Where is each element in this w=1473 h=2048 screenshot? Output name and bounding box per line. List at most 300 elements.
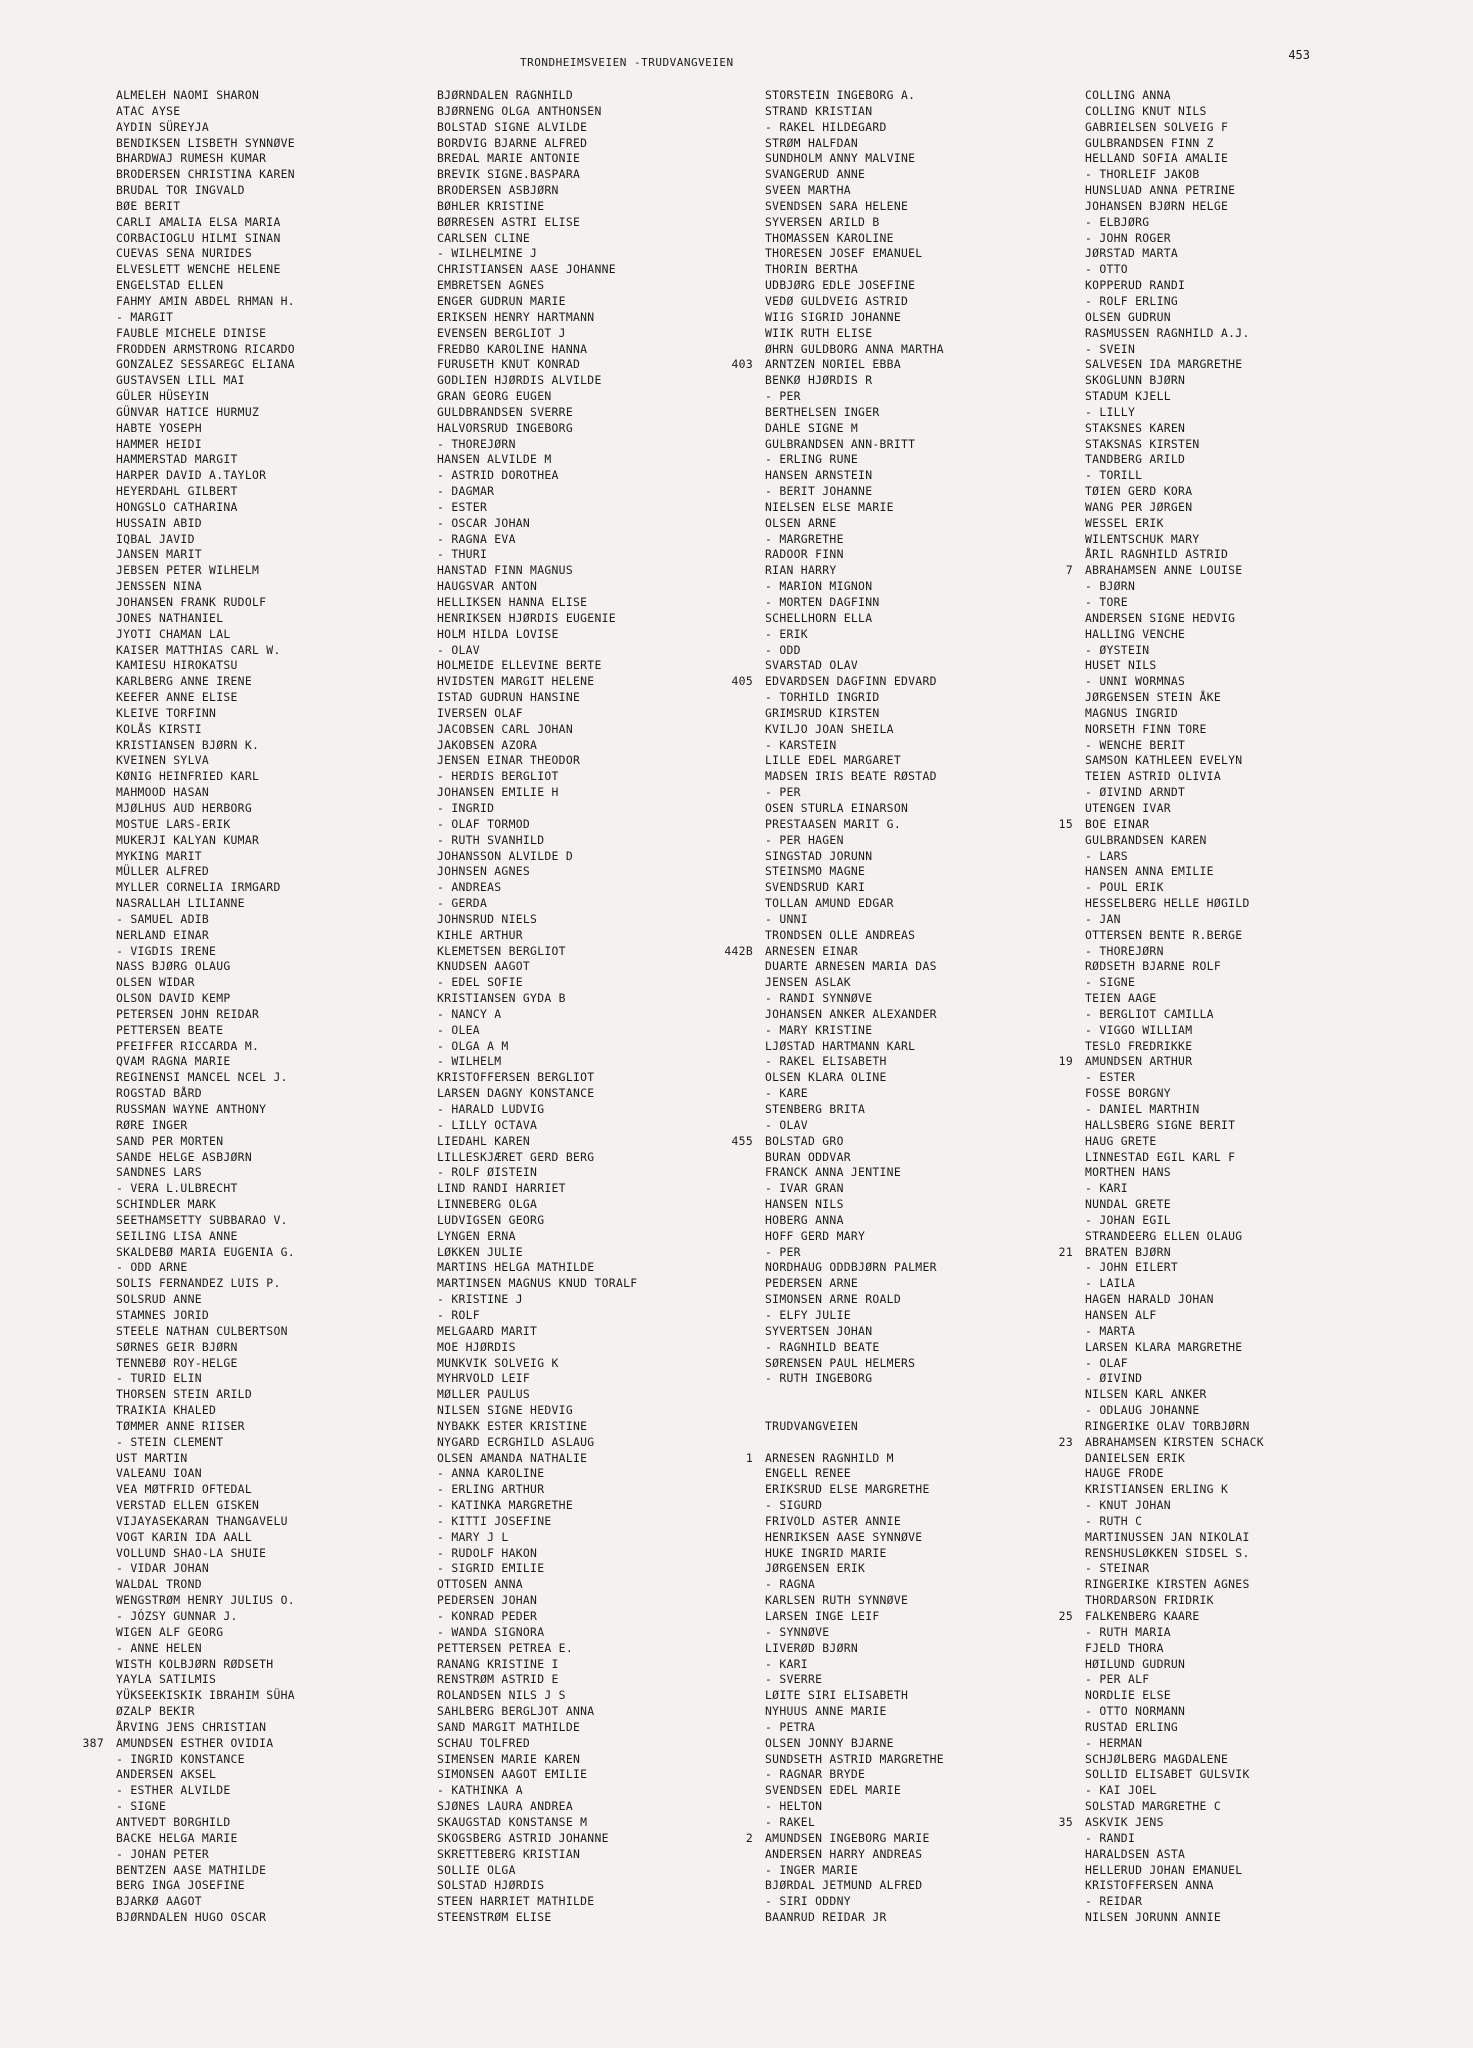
resident-name: TANDBERG ARILD bbox=[1085, 452, 1186, 467]
resident-name: MJØLHUS AUD HERBORG bbox=[116, 800, 252, 815]
directory-entry bbox=[437, 1340, 737, 1356]
directory-entry bbox=[765, 912, 1065, 928]
resident-name: HENRIKSEN HJØRDIS EUGENIE bbox=[437, 610, 616, 625]
resident-name: MAHMOOD HASAN bbox=[116, 785, 210, 800]
directory-entry bbox=[765, 1847, 1065, 1863]
resident-name: SUNDHOLM ANNY MALVINE bbox=[765, 151, 916, 166]
directory-entry bbox=[765, 437, 1065, 453]
resident-name: OLSON DAVID KEMP bbox=[116, 991, 231, 1006]
directory-entry bbox=[437, 769, 737, 785]
resident-name: - POUL ERIK bbox=[1085, 880, 1164, 895]
resident-name: CORBACIOGLU HILMI SINAN bbox=[116, 230, 281, 245]
resident-name: - PER HAGEN bbox=[765, 832, 844, 847]
resident-name: - HELTON bbox=[765, 1799, 823, 1814]
directory-entry bbox=[1085, 658, 1385, 674]
resident-name: - ROLF ERLING bbox=[1085, 293, 1179, 308]
resident-name: UDBJØRG EDLE JOSEFINE bbox=[765, 278, 916, 293]
resident-name: BACKE HELGA MARIE bbox=[116, 1830, 238, 1845]
resident-name: STEELE NATHAN CULBERTSON bbox=[116, 1323, 288, 1338]
resident-name: SOLLID ELISABET GULSVIK bbox=[1085, 1767, 1250, 1782]
resident-name: - STEIN CLEMENT bbox=[116, 1434, 224, 1449]
directory-entry bbox=[437, 991, 737, 1007]
directory-entry bbox=[116, 849, 416, 865]
directory-entry bbox=[765, 1260, 1065, 1276]
directory-entry bbox=[116, 500, 416, 516]
directory-entry bbox=[1085, 1593, 1385, 1609]
directory-entry bbox=[765, 151, 1065, 167]
directory-entry bbox=[437, 801, 737, 817]
directory-entry bbox=[765, 785, 1065, 801]
directory-entry bbox=[116, 1466, 416, 1482]
resident-name: SOLSTAD MARGRETHE C bbox=[1085, 1799, 1221, 1814]
directory-entry bbox=[116, 1007, 416, 1023]
resident-name: IQBAL JAVID bbox=[116, 531, 195, 546]
directory-entry bbox=[116, 944, 416, 960]
directory-entry bbox=[437, 120, 737, 136]
directory-entry bbox=[765, 1039, 1065, 1055]
directory-entry bbox=[437, 880, 737, 896]
resident-name: ISTAD GUDRUN HANSINE bbox=[437, 690, 581, 705]
directory-entry bbox=[437, 1118, 737, 1134]
directory-entry bbox=[724, 943, 1065, 960]
house-number: 21 bbox=[1058, 1244, 1073, 1259]
directory-entry bbox=[1085, 674, 1385, 690]
resident-name: CUEVAS SENA NURIDES bbox=[116, 246, 252, 261]
directory-entry bbox=[116, 1387, 416, 1403]
resident-name: - KRISTINE J bbox=[437, 1292, 523, 1307]
directory-entry bbox=[437, 1324, 737, 1340]
resident-name: LJØSTAD HARTMANN KARL bbox=[765, 1038, 916, 1053]
resident-name: - OLAV bbox=[765, 1117, 808, 1132]
resident-name: - LILLY OCTAVA bbox=[437, 1117, 538, 1132]
resident-name: KVILJO JOAN SHEILA bbox=[765, 721, 894, 736]
resident-name: JOHNSRUD NIELS bbox=[437, 911, 538, 926]
resident-name: SEETHAMSETTY SUBBARAO V. bbox=[116, 1212, 288, 1227]
resident-name: - KITTI JOSEFINE bbox=[437, 1513, 552, 1528]
directory-entry bbox=[765, 1466, 1065, 1482]
directory-entry bbox=[1085, 1276, 1385, 1292]
directory-entry bbox=[1085, 1752, 1385, 1768]
resident-name: SUNDSETH ASTRID MARGRETHE bbox=[765, 1751, 944, 1766]
directory-entry bbox=[1085, 120, 1385, 136]
directory-entry bbox=[437, 532, 737, 548]
directory-entry bbox=[1085, 1102, 1385, 1118]
directory-entry bbox=[1085, 1546, 1385, 1562]
directory-entry bbox=[116, 421, 416, 437]
directory-entry bbox=[116, 1308, 416, 1324]
directory-entry bbox=[437, 753, 737, 769]
resident-name: OLSEN ARNE bbox=[765, 515, 837, 530]
resident-name: - ANDREAS bbox=[437, 880, 502, 895]
resident-name: KRISTIANSEN ERLING K bbox=[1085, 1482, 1229, 1497]
directory-entry bbox=[116, 706, 416, 722]
directory-entry bbox=[437, 1561, 737, 1577]
directory-entry bbox=[731, 357, 1065, 373]
resident-name: - THOREJØRN bbox=[1085, 943, 1164, 958]
resident-name: - OLEA bbox=[437, 1022, 480, 1037]
directory-entry bbox=[1085, 1451, 1385, 1467]
directory-entry bbox=[116, 120, 416, 136]
directory-entry bbox=[437, 294, 737, 310]
resident-name: TOLLAN AMUND EDGAR bbox=[765, 896, 894, 911]
resident-name: SYVERTSEN JOHAN bbox=[765, 1323, 873, 1338]
resident-name: SVEEN MARTHA bbox=[765, 183, 851, 198]
directory-entry bbox=[1085, 627, 1385, 643]
directory-entry bbox=[765, 1023, 1065, 1039]
resident-name: - PER bbox=[765, 389, 801, 404]
directory-entry bbox=[116, 753, 416, 769]
directory-entry bbox=[116, 262, 416, 278]
directory-entry bbox=[437, 1466, 737, 1482]
resident-name: OTTOSEN ANNA bbox=[437, 1577, 523, 1592]
resident-name: LINNESTAD EGIL KARL F bbox=[1085, 1149, 1236, 1164]
directory-entry bbox=[116, 516, 416, 532]
resident-name: SOLLIE OLGA bbox=[437, 1862, 516, 1877]
resident-name: - ANNE HELEN bbox=[116, 1640, 202, 1655]
directory-entry bbox=[1085, 975, 1385, 991]
directory-entry bbox=[1085, 104, 1385, 120]
directory-entry bbox=[765, 1070, 1065, 1086]
resident-name: NILSEN JORUNN ANNIE bbox=[1085, 1910, 1221, 1925]
directory-entry bbox=[1085, 136, 1385, 152]
resident-name: - ESTER bbox=[1085, 1070, 1136, 1085]
resident-name: - THURI bbox=[437, 547, 488, 562]
directory-entry bbox=[765, 547, 1065, 563]
resident-name: TENNEBØ ROY-HELGE bbox=[116, 1355, 238, 1370]
directory-entry bbox=[116, 801, 416, 817]
directory-entry bbox=[116, 1229, 416, 1245]
resident-name: HALLING VENCHE bbox=[1085, 626, 1186, 641]
directory-entry bbox=[437, 1498, 737, 1514]
directory-entry bbox=[1085, 405, 1385, 421]
directory-entry bbox=[116, 928, 416, 944]
resident-name: NORSETH FINN TORE bbox=[1085, 721, 1207, 736]
directory-entry bbox=[437, 1657, 737, 1673]
house-number: 403 bbox=[731, 357, 753, 372]
directory-entry bbox=[765, 991, 1065, 1007]
directory-entry bbox=[116, 1767, 416, 1783]
resident-name: THORDARSON FRIDRIK bbox=[1085, 1593, 1214, 1608]
directory-entry bbox=[731, 1133, 1065, 1150]
directory-entry bbox=[437, 310, 737, 326]
directory-entry bbox=[437, 262, 737, 278]
resident-name: MUNKVIK SOLVEIG K bbox=[437, 1355, 559, 1370]
directory-entry bbox=[116, 342, 416, 358]
directory-entry bbox=[1085, 342, 1385, 358]
resident-name: SOLSTAD HJØRDIS bbox=[437, 1878, 545, 1893]
directory-entry bbox=[765, 959, 1065, 975]
directory-entry bbox=[116, 215, 416, 231]
resident-name: LIVERØD BJØRN bbox=[765, 1640, 859, 1655]
directory-entry bbox=[116, 1609, 416, 1625]
directory-entry bbox=[437, 1799, 737, 1815]
directory-entry bbox=[765, 484, 1065, 500]
resident-name: - RAKEL ELISABETH bbox=[765, 1054, 887, 1069]
resident-name: GULBRANDSEN ANN-BRITT bbox=[765, 436, 916, 451]
resident-name: - OLAV bbox=[437, 642, 480, 657]
directory-entry bbox=[116, 658, 416, 674]
directory-entry bbox=[765, 1577, 1065, 1593]
resident-name: RØDSETH BJARNE ROLF bbox=[1085, 959, 1221, 974]
directory-entry bbox=[1085, 1625, 1385, 1641]
directory-entry bbox=[116, 1546, 416, 1562]
resident-name: CARLI AMALIA ELSA MARIA bbox=[116, 214, 281, 229]
directory-entry bbox=[765, 1514, 1065, 1530]
directory-entry bbox=[437, 627, 737, 643]
resident-name: LYNGEN ERNA bbox=[437, 1228, 516, 1243]
directory-entry bbox=[1085, 1577, 1385, 1593]
resident-name: SYVERSEN ARILD B bbox=[765, 214, 880, 229]
resident-name: - ESTHER ALVILDE bbox=[116, 1783, 231, 1798]
resident-name: - STEINAR bbox=[1085, 1561, 1150, 1576]
directory-entry bbox=[437, 1831, 737, 1847]
house-number: 7 bbox=[1065, 563, 1073, 578]
directory-entry bbox=[116, 1878, 416, 1894]
directory-entry bbox=[116, 722, 416, 738]
directory-entry bbox=[116, 1086, 416, 1102]
resident-name: BOE EINAR bbox=[1085, 816, 1150, 831]
directory-entry bbox=[116, 880, 416, 896]
resident-name: - ERLING RUNE bbox=[765, 452, 859, 467]
directory-entry bbox=[1058, 1244, 1385, 1261]
resident-name: MADSEN IRIS BEATE RØSTAD bbox=[765, 769, 937, 784]
directory-entry bbox=[437, 658, 737, 674]
directory-entry bbox=[437, 1720, 737, 1736]
resident-name: - TORHILD INGRID bbox=[765, 690, 880, 705]
resident-name: STRAND KRISTIAN bbox=[765, 103, 873, 118]
directory-entry bbox=[1085, 500, 1385, 516]
directory-entry bbox=[765, 246, 1065, 262]
resident-name: RENSTRØM ASTRID E bbox=[437, 1672, 559, 1687]
resident-name: PRESTAASEN MARIT G. bbox=[765, 816, 901, 831]
resident-name: BØRRESEN ASTRI ELISE bbox=[437, 214, 581, 229]
resident-name: STEINSMO MAGNE bbox=[765, 864, 866, 879]
directory-entry bbox=[1085, 1023, 1385, 1039]
directory-entry bbox=[437, 389, 737, 405]
directory-entry bbox=[116, 1245, 416, 1261]
resident-name: JOHANSEN FRANK RUDOLF bbox=[116, 595, 267, 609]
resident-name: KLEIVE TORFINN bbox=[116, 705, 217, 720]
directory-entry bbox=[1085, 1736, 1385, 1752]
resident-name: KARLSEN RUTH SYNNØVE bbox=[765, 1593, 909, 1608]
directory-entry bbox=[1085, 1530, 1385, 1546]
resident-name: - ELBJØRG bbox=[1085, 214, 1150, 229]
resident-name: - SVEIN bbox=[1085, 341, 1136, 356]
resident-name: HELLERUD JOHAN EMANUEL bbox=[1085, 1862, 1243, 1877]
directory-entry bbox=[116, 1625, 416, 1641]
directory-entry bbox=[1085, 294, 1385, 310]
directory-entry bbox=[116, 1498, 416, 1514]
directory-entry bbox=[1085, 1641, 1385, 1657]
resident-name: MÜLLER ALFRED bbox=[116, 864, 210, 879]
directory-entry bbox=[116, 231, 416, 247]
directory-entry bbox=[116, 643, 416, 659]
resident-name: WANG PER JØRGEN bbox=[1085, 499, 1193, 514]
directory-entry bbox=[1085, 373, 1385, 389]
resident-name: ELVESLETT WENCHE HELENE bbox=[116, 262, 281, 277]
directory-entry bbox=[437, 1894, 737, 1910]
directory-entry bbox=[765, 310, 1065, 326]
directory-entry bbox=[1085, 1356, 1385, 1372]
directory-entry bbox=[765, 849, 1065, 865]
directory-entry bbox=[1085, 278, 1385, 294]
directory-entry bbox=[437, 1514, 737, 1530]
resident-name: - ASTRID DOROTHEA bbox=[437, 468, 559, 483]
resident-name: - ØIVIND ARNDT bbox=[1085, 785, 1186, 800]
directory-entry bbox=[116, 627, 416, 643]
resident-name: - BERIT JOHANNE bbox=[765, 484, 873, 499]
directory-entry bbox=[765, 1815, 1065, 1831]
resident-name: KOPPERUD RANDI bbox=[1085, 278, 1186, 293]
house-number: 405 bbox=[731, 674, 753, 689]
resident-name: - JÓZSY GUNNAR J. bbox=[116, 1609, 238, 1623]
resident-name: SOLSRUD ANNE bbox=[116, 1292, 202, 1307]
resident-name: SINGSTAD JORUNN bbox=[765, 848, 873, 863]
resident-name: HUKE INGRID MARIE bbox=[765, 1545, 887, 1560]
directory-entry bbox=[765, 627, 1065, 643]
resident-name: PETTERSEN BEATE bbox=[116, 1022, 224, 1037]
directory-entry bbox=[1085, 849, 1385, 865]
resident-name: - DAGMAR bbox=[437, 484, 495, 499]
resident-name: - LARS bbox=[1085, 848, 1128, 863]
directory-entry bbox=[1085, 690, 1385, 706]
directory-entry bbox=[765, 1593, 1065, 1609]
resident-name: GÜNVAR HATICE HURMUZ bbox=[116, 404, 260, 419]
resident-name: - THORLEIF JAKOB bbox=[1085, 167, 1200, 182]
resident-name: BERTHELSEN INGER bbox=[765, 404, 880, 419]
directory-entry bbox=[116, 1847, 416, 1863]
directory-entry bbox=[116, 389, 416, 405]
directory-entry bbox=[437, 1403, 737, 1419]
directory-entry bbox=[116, 1482, 416, 1498]
directory-entry bbox=[765, 1688, 1065, 1704]
directory-entry bbox=[116, 547, 416, 563]
directory-entry bbox=[116, 183, 416, 199]
directory-entry bbox=[116, 1688, 416, 1704]
resident-name: SOLIS FERNANDEZ LUIS P. bbox=[116, 1276, 281, 1291]
directory-entry bbox=[1085, 1482, 1385, 1498]
directory-entry bbox=[437, 1276, 737, 1292]
directory-entry bbox=[116, 563, 416, 579]
resident-name: SVENDSEN EDEL MARIE bbox=[765, 1783, 901, 1798]
directory-entry bbox=[1085, 215, 1385, 231]
resident-name: - LILLY bbox=[1085, 404, 1136, 419]
directory-entry bbox=[765, 690, 1065, 706]
resident-name: HØILUND GUDRUN bbox=[1085, 1656, 1186, 1671]
resident-name: LARSEN KLARA MARGRETHE bbox=[1085, 1339, 1243, 1354]
directory-entry bbox=[437, 1134, 737, 1150]
resident-name: ÅRIL RAGNHILD ASTRID bbox=[1085, 547, 1229, 562]
directory-entry bbox=[1085, 389, 1385, 405]
resident-name: - ODLAUG JOHANNE bbox=[1085, 1403, 1200, 1418]
resident-name: ERIKSEN HENRY HARTMANN bbox=[437, 309, 595, 324]
resident-name: UTENGEN IVAR bbox=[1085, 800, 1171, 815]
directory-entry bbox=[1085, 1387, 1385, 1403]
resident-name: SØRNES GEIR BJØRN bbox=[116, 1339, 238, 1354]
directory-entry bbox=[437, 1387, 737, 1403]
directory-entry bbox=[765, 1561, 1065, 1577]
resident-name: COLLING KNUT NILS bbox=[1085, 103, 1207, 118]
resident-name: - BJØRN bbox=[1085, 579, 1136, 594]
directory-entry bbox=[116, 1070, 416, 1086]
directory-entry bbox=[437, 1863, 737, 1879]
directory-entry bbox=[765, 801, 1065, 817]
directory-entry bbox=[437, 1878, 737, 1894]
directory-entry bbox=[116, 1213, 416, 1229]
directory-entry bbox=[116, 1514, 416, 1530]
resident-name: JOHANSEN ANKER ALEXANDER bbox=[765, 1006, 937, 1021]
directory-entry bbox=[765, 1245, 1065, 1261]
directory-entry bbox=[1085, 912, 1385, 928]
directory-entry bbox=[1085, 1118, 1385, 1134]
directory-entry bbox=[1085, 532, 1385, 548]
directory-entry bbox=[437, 1482, 737, 1498]
resident-name: - PETRA bbox=[765, 1719, 816, 1734]
resident-name: SANDNES LARS bbox=[116, 1165, 202, 1180]
resident-name: - WILHELMINE J bbox=[437, 246, 538, 261]
directory-entry bbox=[116, 975, 416, 991]
resident-name: BJARKØ AAGOT bbox=[116, 1894, 202, 1909]
directory-entry bbox=[437, 421, 737, 437]
directory-entry bbox=[1085, 262, 1385, 278]
resident-name: - JOHAN EGIL bbox=[1085, 1212, 1171, 1227]
directory-entry bbox=[437, 373, 737, 389]
spacer bbox=[765, 1403, 1065, 1419]
directory-entry bbox=[437, 1910, 737, 1926]
directory-entry bbox=[765, 1007, 1065, 1023]
directory-entry bbox=[437, 1451, 737, 1467]
directory-entry bbox=[437, 690, 737, 706]
resident-name: - RAGNA EVA bbox=[437, 531, 516, 546]
directory-entry bbox=[437, 944, 737, 960]
directory-entry bbox=[116, 1054, 416, 1070]
directory-entry bbox=[1085, 183, 1385, 199]
resident-name: BOLSTAD GRO bbox=[765, 1133, 844, 1148]
directory-entry bbox=[1085, 1086, 1385, 1102]
directory-entry bbox=[765, 1657, 1065, 1673]
resident-name: SIMENSEN MARIE KAREN bbox=[437, 1751, 581, 1766]
directory-entry bbox=[765, 500, 1065, 516]
resident-name: LIND RANDI HARRIET bbox=[437, 1181, 566, 1196]
resident-name: HAMMER HEIDI bbox=[116, 436, 202, 451]
directory-entry bbox=[1085, 88, 1385, 104]
directory-entry bbox=[765, 563, 1065, 579]
resident-name: VEA MØTFRID OFTEDAL bbox=[116, 1482, 252, 1497]
directory-entry bbox=[116, 1419, 416, 1435]
resident-name: QVAM RAGNA MARIE bbox=[116, 1054, 231, 1069]
directory-entry bbox=[1085, 1229, 1385, 1245]
resident-name: MYKING MARIT bbox=[116, 848, 202, 863]
directory-entry bbox=[765, 738, 1065, 754]
resident-name: LØKKEN JULIE bbox=[437, 1244, 523, 1259]
directory-entry bbox=[765, 864, 1065, 880]
resident-name: MARTINSEN MAGNUS KNUD TORALF bbox=[437, 1276, 638, 1291]
directory-entry bbox=[765, 1276, 1065, 1292]
directory-entry bbox=[1085, 1847, 1385, 1863]
resident-name: - GERDA bbox=[437, 896, 488, 911]
directory-entry bbox=[116, 1577, 416, 1593]
resident-name: ARNESEN EINAR bbox=[765, 943, 859, 958]
directory-entry bbox=[1065, 563, 1385, 579]
directory-entry bbox=[116, 1134, 416, 1150]
resident-name: DUARTE ARNESEN MARIA DAS bbox=[765, 959, 937, 974]
directory-entry bbox=[765, 1292, 1065, 1308]
resident-name: NERLAND EINAR bbox=[116, 927, 210, 942]
resident-name: - ØIVIND bbox=[1085, 1371, 1143, 1386]
resident-name: KIHLE ARTHUR bbox=[437, 927, 523, 942]
directory-entry bbox=[116, 912, 416, 928]
resident-name: JOHANSEN BJØRN HELGE bbox=[1085, 198, 1229, 213]
